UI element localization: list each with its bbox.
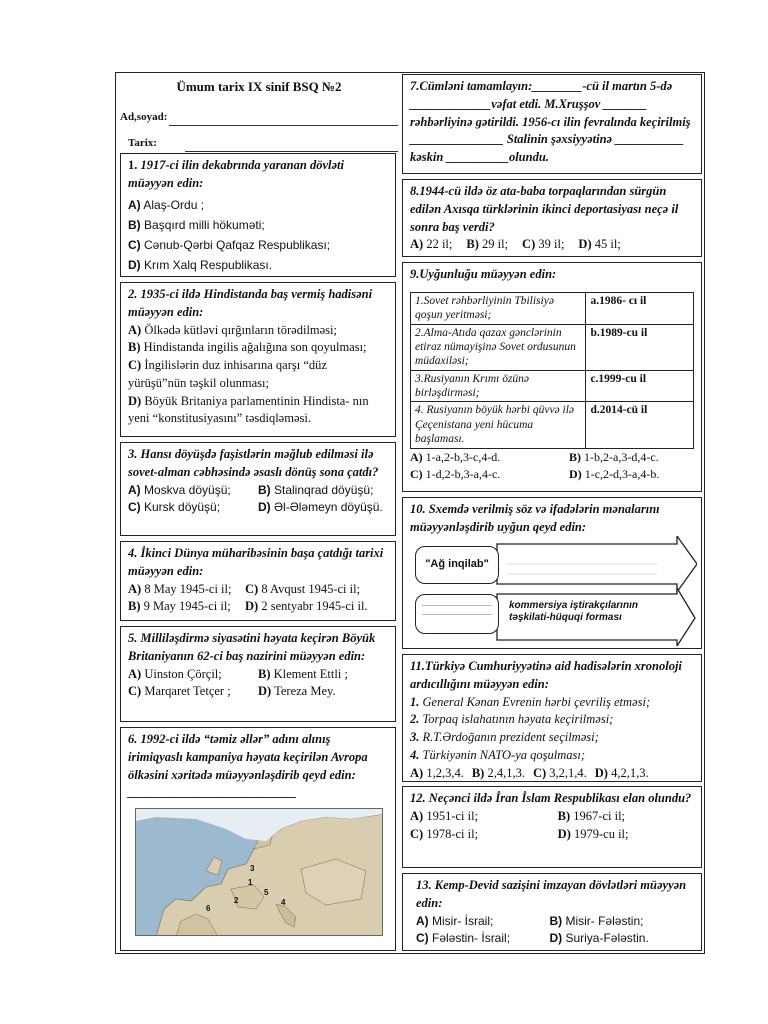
- table-row: [411, 324, 694, 370]
- q2-option-b[interactable]: B) Hindistanda ingilis ağalığına son qoyulması;: [128, 340, 367, 355]
- map-label-6: 6: [206, 904, 211, 913]
- q4-option-d[interactable]: D) 2 sentyabr 1945-ci il.: [245, 599, 368, 614]
- match-left-1: 1.Sovet rəhbərliyinin Tbilisiyə qoşun yeritməsi;: [411, 292, 586, 324]
- name-label: Ad,soyad:: [120, 111, 168, 124]
- table-row: [411, 292, 694, 324]
- q12-option-c[interactable]: C) 1978-ci il;: [410, 826, 479, 841]
- q4-text: 4. İkinci Dünya müharibəsinin başa çatdığı tarixi müəyyən edin:: [128, 546, 384, 578]
- q1-option-c[interactable]: C) Cənub-Qərbi Qafqaz Respublikası;: [128, 237, 331, 252]
- map-label-5: 5: [264, 888, 269, 897]
- q4-option-c[interactable]: C) 8 Avqust 1945-ci il;: [245, 581, 361, 596]
- scheme-term-2: kommersiya iştirakçılarının təşkilati-hüquqi forması: [509, 600, 638, 623]
- match-right-b: b.1989-cu il: [586, 324, 694, 370]
- question-4: [120, 541, 396, 621]
- map-label-1: 1: [248, 878, 253, 887]
- europe-map[interactable]: [135, 808, 383, 936]
- q8-text: 8.1944-cü ildə öz ata-baba torpaqlarından sürgün edilən Axısqa türklərinin ikinci deportasiyası neçə il sonra baş verdi?: [410, 184, 679, 234]
- question-6: [120, 727, 396, 951]
- q8-option-a[interactable]: A) 22 il;: [410, 237, 453, 252]
- q8-option-c[interactable]: C) 39 il;: [522, 237, 565, 252]
- q11-item-4: 4. Türkiyənin NATO-ya qoşulması;: [410, 747, 585, 762]
- map-label-2: 2: [234, 896, 239, 905]
- scheme-answer-2-box[interactable]: [415, 594, 499, 634]
- question-7: [402, 74, 702, 174]
- q2-option-c[interactable]: C) İngilislərin duz inhisarına qarşı “düz yürüşü”nün təşkil olunması;: [128, 358, 327, 390]
- q1-text: 1917-ci ilin dekabrında yaranan dövləti müəyyən edin:: [128, 158, 344, 190]
- question-5: [120, 626, 396, 722]
- date-field[interactable]: [185, 142, 398, 152]
- question-2: [120, 282, 396, 437]
- map-label-3: 3: [250, 864, 255, 873]
- q10-text: 10. Sxemdə verilmiş söz və ifadələrin mənalarını müəyyənləşdirib uyğun qeyd edin:: [410, 502, 660, 534]
- q11-item-3: 3. R.T.Ərdoğanın prezident seçilməsi;: [410, 730, 599, 744]
- q13-option-c[interactable]: C) Fələstin- İsrail;: [416, 930, 511, 945]
- match-right-a: a.1986- cı il: [586, 292, 694, 324]
- q11-option-a[interactable]: A) 1,2,3,4.: [410, 765, 464, 780]
- q11-option-d[interactable]: D) 4,2,1,3.: [594, 765, 649, 780]
- q5-option-a[interactable]: A) Uinston Çörçil;: [128, 666, 222, 681]
- question-8: [402, 179, 702, 257]
- matching-table: [410, 292, 694, 449]
- q3-option-d[interactable]: D) Əl-Ələmeyn döyüşü.: [258, 499, 383, 514]
- question-11: [402, 654, 702, 782]
- q2-text: 2. 1935-ci ildə Hindistanda baş vermiş hadisəni müəyyən edin:: [128, 287, 373, 319]
- header-block: [120, 74, 398, 154]
- q11-option-b[interactable]: B) 2,4,1,3.: [471, 765, 525, 780]
- question-10: [402, 497, 702, 649]
- name-field[interactable]: [169, 116, 398, 126]
- match-right-c: c.1999-cu il: [586, 370, 694, 402]
- q8-option-b[interactable]: B) 29 il;: [466, 237, 509, 252]
- q12-option-b[interactable]: B) 1967-ci il;: [557, 808, 626, 823]
- q3-option-c[interactable]: C) Kursk döyüşü;: [128, 499, 221, 514]
- q9-option-d[interactable]: D) 1-c,2-d,3-a,4-b.: [569, 466, 660, 481]
- question-13: [402, 873, 702, 951]
- q6-text: 6. 1992-ci ildə “təmiz əllər” adını alınış irimiqyaslı kampaniya həyata keçirilən Avropa ölkəsini xəritədə müəyyənləşdirib qeyd edin: ___________________________: [128, 732, 368, 800]
- q5-option-b[interactable]: B) Klement Ettli ;: [258, 666, 348, 681]
- scheme-answer-1-field[interactable]: [507, 554, 657, 580]
- q2-option-d[interactable]: D) Böyük Britaniya parlamentinin Hindista- nın yeni “konstitusiyasını” təsdiqləməsi.: [128, 393, 369, 426]
- q13-text: 13. Kemp-Devid sazişini imzayan dövlətləri müəyyən edin:: [416, 878, 687, 910]
- q3-option-a[interactable]: A) Moskva döyüşü;: [128, 482, 231, 497]
- q9-option-b[interactable]: B) 1-b,2-a,3-d,4-c.: [569, 449, 659, 464]
- q1-number: 1.: [128, 158, 138, 172]
- match-left-3: 3.Rusiyanın Krımı özünə birləşdirməsi;: [411, 370, 586, 402]
- q7-text: 7.Cümləni tamamlayın:________-cü il martın 5-də _____________vəfat etdi. M.Xruşşov _______ rəhbərliyinə gətirildi. 1956-cı ilin fevralında keçirilmiş _______________ Stalinin şəxsiyyətinə ___________ kəskin __________olundu.: [410, 79, 691, 164]
- q12-option-d[interactable]: D) 1979-cu il;: [557, 826, 629, 841]
- q8-option-d[interactable]: D) 45 il;: [578, 237, 621, 252]
- q1-option-d[interactable]: D) Krım Xalq Respublikası.: [128, 257, 273, 272]
- q11-item-2: 2. Torpaq islahatının həyata keçirilməsi;: [410, 712, 614, 727]
- date-label: Tarix:: [128, 137, 157, 150]
- scheme-term-1-box: [415, 546, 499, 584]
- q13-option-b[interactable]: B) Misir- Fələstin;: [549, 913, 644, 928]
- q2-option-a[interactable]: A) Ölkədə kütləvi qırğınların törədilməsi;: [128, 322, 337, 337]
- q9-text: 9.Uyğunluğu müəyyən edin:: [410, 267, 557, 281]
- europe-map-image: [136, 809, 383, 936]
- match-right-d: d.2014-cü il: [586, 402, 694, 448]
- q4-option-a[interactable]: A) 8 May 1945-ci il;: [128, 581, 232, 596]
- q13-option-d[interactable]: D) Suriya-Fələstin.: [549, 930, 649, 945]
- q11-text: 11.Türkiyə Cumhuriyyətinə aid hadisələrin xronoloji ardıcıllığını müəyyən edin:: [410, 659, 682, 691]
- q13-option-a[interactable]: A) Misir- İsrail;: [416, 913, 494, 928]
- q5-option-c[interactable]: C) Marqaret Tetçer ;: [128, 684, 231, 699]
- question-12: [402, 786, 702, 868]
- q1-option-a[interactable]: A) Alaş-Ordu ;: [128, 197, 205, 212]
- q5-option-d[interactable]: D) Tereza Mey.: [258, 684, 336, 699]
- table-row: [411, 370, 694, 402]
- map-label-4: 4: [281, 898, 286, 907]
- match-left-2: 2.Alma-Atıda qazax gənclərinin etiraz nümayişinə Sovet ordusunun müdaxiləsi;: [411, 324, 586, 370]
- q11-item-1: 1. General Kənan Evrenin hərbi çevriliş etməsi;: [410, 694, 651, 709]
- q1-option-b[interactable]: B) Başqırd milli hökuməti;: [128, 217, 265, 232]
- q9-option-a[interactable]: A) 1-a,2-b,3-c,4-d.: [410, 449, 501, 464]
- q12-option-a[interactable]: A) 1951-ci il;: [410, 808, 479, 823]
- scheme-term-1: "Ağ inqilab": [425, 558, 489, 571]
- question-1: [120, 153, 396, 277]
- q5-text: 5. Millіləşdirmə siyasətini həyata keçirən Böyük Britaniyanın 62-ci baş nazirini müəyyən edin:: [128, 631, 376, 663]
- table-row: [411, 402, 694, 448]
- q9-option-c[interactable]: C) 1-d,2-b,3-a,4-c.: [410, 466, 501, 481]
- match-left-4: 4. Rusiyanın böyük hərbi qüvvə ilə Çeçenistana yeni hücuma başlaması.: [411, 402, 586, 448]
- q4-option-b[interactable]: B) 9 May 1945-ci il;: [128, 599, 231, 614]
- question-9: [402, 262, 702, 492]
- q12-text: 12. Neçənci ildə İran İslam Respublikası elan olundu?: [410, 791, 692, 805]
- question-3: [120, 442, 396, 536]
- q3-text: 3. Hansı döyüşdə faşistlərin məğlub edilməsi ilə sovet-alman cəbhəsində əsaslı dönüş sona çatdı?: [128, 447, 379, 479]
- page-title: Ümum tarix IX sinif BSQ №2: [176, 79, 342, 94]
- q3-option-b[interactable]: B) Stalinqrad döyüşü;: [258, 482, 374, 497]
- q11-option-c[interactable]: C) 3,2,1,4.: [532, 765, 587, 780]
